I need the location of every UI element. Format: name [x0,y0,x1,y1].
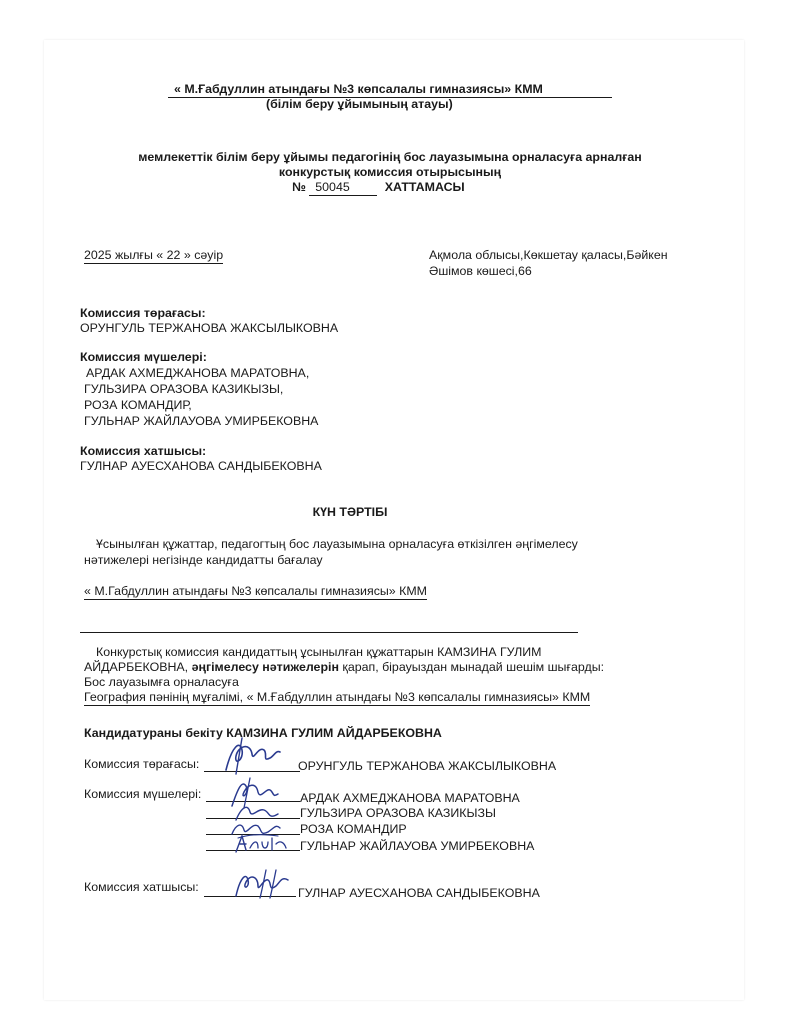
members-heading: Комиссия мүшелері: [80,350,207,364]
sig-secretary-label: Комиссия хатшысы: [84,880,199,894]
agenda-line2: нәтижелері негізінде кандидатты бағалау [84,553,323,567]
sig-member-4-name: ГУЛЬНАР ЖАЙЛАУОВА УМИРБЕКОВНА [300,839,535,853]
protocol-date: 2025 жылғы « 22 » сәуір [84,248,224,262]
decision-line4: География пәнінің мұғалімі, « М.Ғабдуллин атындағы №3 көпсалалы гимназиясы» КММ [84,690,591,704]
member-4-signature [232,832,290,856]
decision-line3: Бос лауазымға орналасуға [84,675,239,689]
secretary-name: ГУЛНАР АУЕСХАНОВА САНДЫБЕКОВНА [80,459,322,473]
address-line2: Әшімов көшесі,66 [429,264,532,278]
title-line2: конкурстық комиссия отырысының [278,165,502,179]
agenda-line1: Ұсынылған құжаттар, педагогтың бос лауазымына орналасуға өткізілген әңгімелесу [96,537,578,551]
sig-member-2-name: ГУЛЬЗИРА ОРАЗОВА КАЗИКЫЗЫ [300,806,496,820]
chair-signature [222,736,284,776]
member-4: ГУЛЬНАР ЖАЙЛАУОВА УМИРБЕКОВНА [84,414,319,428]
protocol-number: 50045 [309,180,377,196]
sig-chair-name: ОРУНГУЛЬ ТЕРЖАНОВА ЖАКСЫЛЫКОВНА [298,759,557,773]
decision-line2: АЙДАРБЕКОВНА, әңгімелесу нәтижелерін қарап, бірауыздан мынадай шешім шығарды: [84,660,605,674]
sig-members-label: Комиссия мүшелері: [84,787,202,801]
agenda-divider [80,632,578,633]
secretary-heading: Комиссия хатшысы: [80,444,207,458]
doc-type: ХАТТАМАСЫ [384,180,465,194]
member-3: РОЗА КОМАНДИР, [84,398,192,412]
number-prefix: № [292,180,306,194]
secretary-signature [232,868,292,900]
chair-heading: Комиссия төрағасы: [80,306,206,320]
sig-member-1-name: АРДАК АХМЕДЖАНОВА МАРАТОВНА [300,791,520,805]
org-caption: (білім беру ұйымының атауы) [266,97,453,111]
org-name: « М.Ғабдуллин атындағы №3 көпсалалы гимназиясы» КММ [168,82,612,98]
sig-member-3-name: РОЗА КОМАНДИР [300,822,407,836]
title-line1: мемлекеттік білім беру ұйымы педагогінің бос лауазымына орналасуға арналған [138,150,642,164]
address-line1: Ақмола облысы,Көкшетау қаласы,Бәйкен [429,248,668,262]
chair-name: ОРУНГУЛЬ ТЕРЖАНОВА ЖАКСЫЛЫКОВНА [80,321,339,335]
protocol-number-line [292,180,465,196]
sig-secretary-name: ГУЛНАР АУЕСХАНОВА САНДЫБЕКОВНА [298,886,540,900]
agenda-heading: КҮН ТӘРТІБІ [312,505,388,519]
decision-line1: Конкурстық комиссия кандидаттың ұсынылған құжаттарын КАМЗИНА ГУЛИМ [96,645,542,659]
approval-text: Кандидатураны бекіту КАМЗИНА ГУЛИМ АЙДАРБЕКОВНА [84,726,442,740]
sig-chair-label: Комиссия төрағасы: [84,757,200,771]
member-2: ГУЛЬЗИРА ОРАЗОВА КАЗИКЫЗЫ, [84,382,284,396]
agenda-org-line: « М.Габдуллин атындағы №3 көпсалалы гимназиясы» КММ [84,584,427,598]
member-1: АРДАК АХМЕДЖАНОВА МАРАТОВНА, [86,366,310,380]
